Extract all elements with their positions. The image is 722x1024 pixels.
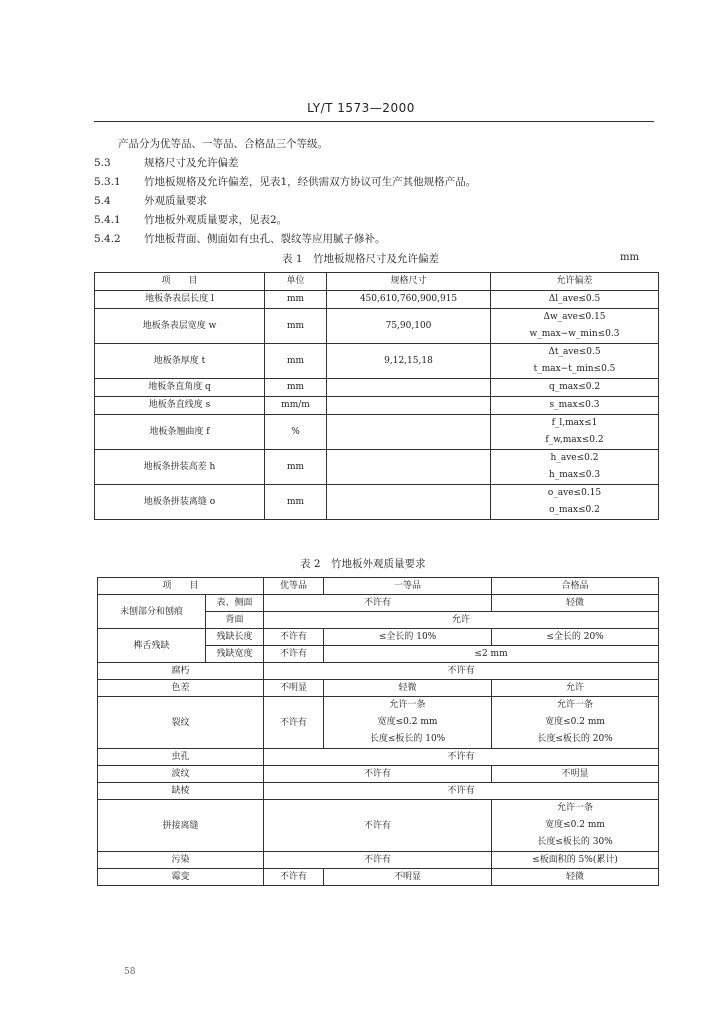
value-cell: 轻微 [492, 595, 659, 612]
spec-cell: 9,12,15,18 [327, 344, 491, 379]
table2 [97, 577, 659, 886]
item-cell: 缺棱 [98, 783, 264, 800]
section-number: 5.4.1 [94, 214, 121, 226]
table-row [98, 629, 659, 646]
value-cell: 不许有 [264, 595, 492, 612]
section-5-3 [94, 155, 239, 170]
tolerance-cell [491, 415, 659, 450]
spec-cell [327, 415, 491, 450]
value-cell [492, 800, 659, 852]
tolerance-line: h_max≤0.3 [548, 470, 601, 480]
header-cell: 优等品 [264, 578, 324, 595]
value-cell: 不许有 [264, 852, 492, 869]
unit-cell: mm [265, 379, 327, 397]
item-cell: 未刨部分和刨痕 [98, 595, 206, 629]
table-row [98, 800, 659, 852]
tolerance-line: o_ave≤0.15 [547, 488, 602, 498]
section-number: 5.4 [94, 195, 111, 207]
value-line: 长度≤板长的 10% [369, 734, 446, 744]
header-cell: 规格尺寸 [327, 273, 491, 291]
spec-cell [327, 450, 491, 485]
table-row [95, 415, 659, 450]
value-cell: 不许有 [264, 697, 324, 749]
item-cell: 腐朽 [98, 663, 264, 680]
item-cell: 地板条厚度 t [95, 344, 265, 379]
table-row [98, 783, 659, 800]
item-cell: 地板条直角度 q [95, 379, 265, 397]
tolerance-line: Δt_ave≤0.5 [548, 347, 601, 357]
value-cell: 轻微 [492, 869, 659, 886]
tolerance-line: t_max−t_min≤0.5 [533, 364, 616, 374]
value-line: 宽度≤0.2 mm [545, 820, 605, 830]
page-number: 58 [124, 967, 136, 977]
standard-number: LY/T 1573—2000 [307, 101, 415, 115]
tolerance-cell: s_max≤0.3 [491, 397, 659, 415]
subitem-cell: 残缺长度 [206, 629, 264, 646]
value-cell: ≤2 mm [324, 646, 659, 663]
value-cell: 不许有 [264, 663, 659, 680]
header-cell: 允许偏差 [491, 273, 659, 291]
tolerance-line: o_max≤0.2 [549, 505, 600, 515]
item-cell: 霉变 [98, 869, 264, 886]
table-row [98, 869, 659, 886]
item-cell: 地板条拼装高差 h [95, 450, 265, 485]
tolerance-line: f_l,max≤1 [551, 418, 598, 428]
tolerance-cell: Δl_ave≤0.5 [491, 291, 659, 309]
subitem-cell: 背面 [206, 612, 264, 629]
value-line: 长度≤板长的 30% [537, 837, 613, 847]
table-header-row [95, 273, 659, 291]
tolerance-cell [491, 344, 659, 379]
item-cell: 波纹 [98, 766, 264, 783]
subitem-cell: 表、侧面 [206, 595, 264, 612]
item-cell: 地板条直线度 s [95, 397, 265, 415]
header-rule [94, 121, 654, 122]
section-5-3-1 [94, 174, 476, 189]
table1-unit: mm [620, 252, 639, 263]
value-cell: 允许 [492, 680, 659, 697]
table-row [98, 749, 659, 766]
table-row [98, 852, 659, 869]
tolerance-line: h_ave≤0.2 [550, 453, 599, 463]
value-line: 允许一条 [389, 700, 426, 710]
item-cell: 污染 [98, 852, 264, 869]
table1-caption: 表 1 竹地板规格尺寸及允许偏差 [282, 253, 440, 265]
table-row [98, 663, 659, 680]
value-cell: 不明显 [264, 680, 324, 697]
table-row [98, 697, 659, 749]
tolerance-line: f_w,max≤0.2 [545, 435, 604, 445]
section-heading: 外观质量要求 [144, 195, 207, 207]
unit-cell: mm [265, 291, 327, 309]
table-row [95, 450, 659, 485]
table-row [95, 291, 659, 309]
table-row [95, 397, 659, 415]
value-line: 允许一条 [557, 803, 594, 813]
section-5-4-2 [94, 231, 386, 246]
paragraph-text: 竹地板外观质量要求，见表2。 [144, 214, 288, 226]
paragraph-text: 竹地板规格及允许偏差，见表1，经供需双方协议可生产其他规格产品。 [144, 176, 477, 188]
table1 [94, 272, 659, 520]
table-header-row [98, 578, 659, 595]
paragraph-text: 竹地板背面、侧面如有虫孔、裂纹等应用腻子修补。 [144, 233, 386, 245]
spec-cell [327, 397, 491, 415]
item-cell: 拼接离缝 [98, 800, 264, 852]
tolerance-cell [491, 450, 659, 485]
subitem-cell: 残缺宽度 [206, 646, 264, 663]
section-number: 5.3.1 [94, 176, 121, 188]
header-cell: 单位 [265, 273, 327, 291]
value-cell [324, 697, 492, 749]
header-cell: 项 目 [95, 273, 265, 291]
value-line: 允许一条 [557, 700, 594, 710]
section-number: 5.4.2 [94, 233, 121, 245]
unit-cell: mm [265, 344, 327, 379]
item-cell: 地板条翘曲度 f [95, 415, 265, 450]
table-row [95, 309, 659, 344]
tolerance-line: Δw_ave≤0.15 [543, 312, 606, 322]
value-cell: ≤全长的 10% [324, 629, 492, 646]
unit-cell: mm [265, 450, 327, 485]
unit-cell: mm [265, 309, 327, 344]
spec-cell [327, 379, 491, 397]
table2-caption: 表 2 竹地板外观质量要求 [300, 558, 426, 570]
section-5-4-1 [94, 212, 287, 227]
paragraph-text: 产品分为优等品、一等品、合格品三个等级。 [118, 138, 328, 150]
section-5-4 [94, 193, 207, 208]
value-line: 宽度≤0.2 mm [545, 717, 605, 727]
value-cell: 不许有 [264, 800, 492, 852]
unit-cell: mm [265, 485, 327, 520]
value-cell: 不明显 [324, 869, 492, 886]
item-cell: 地板条表层长度 l [95, 291, 265, 309]
item-cell: 虫孔 [98, 749, 264, 766]
table-row [95, 344, 659, 379]
table-row [98, 595, 659, 612]
value-cell: 不许有 [264, 629, 324, 646]
table-row [98, 680, 659, 697]
item-cell: 地板条表层宽度 w [95, 309, 265, 344]
tolerance-cell [491, 309, 659, 344]
value-cell: 不许有 [264, 766, 492, 783]
value-cell: 不许有 [264, 869, 324, 886]
tolerance-cell: q_max≤0.2 [491, 379, 659, 397]
value-cell: 轻微 [324, 680, 492, 697]
table-row [98, 766, 659, 783]
value-cell: ≤全长的 20% [492, 629, 659, 646]
unit-cell: % [265, 415, 327, 450]
value-cell: 不许有 [264, 783, 659, 800]
section-heading: 规格尺寸及允许偏差 [144, 157, 239, 169]
spec-cell [327, 485, 491, 520]
value-line: 宽度≤0.2 mm [377, 717, 438, 727]
section-number: 5.3 [94, 157, 111, 169]
value-line: 长度≤板长的 20% [537, 734, 613, 744]
item-cell: 裂纹 [98, 697, 264, 749]
tolerance-line: w_max−w_min≤0.3 [529, 329, 620, 339]
item-cell: 色差 [98, 680, 264, 697]
value-cell: 不明显 [492, 766, 659, 783]
table-row [95, 379, 659, 397]
header-cell: 一等品 [324, 578, 492, 595]
unit-cell: mm/m [265, 397, 327, 415]
item-cell: 地板条拼装离缝 o [95, 485, 265, 520]
paragraph-grades [118, 136, 328, 151]
header-cell: 项 目 [98, 578, 264, 595]
value-cell [492, 697, 659, 749]
value-cell: 不许有 [264, 749, 659, 766]
item-cell: 榫舌残缺 [98, 629, 206, 663]
header-cell: 合格品 [492, 578, 659, 595]
value-cell: 允许 [264, 612, 659, 629]
value-cell: ≤板面积的 5%(累计) [492, 852, 659, 869]
value-cell: 不许有 [264, 646, 324, 663]
tolerance-cell [491, 485, 659, 520]
table-row [95, 485, 659, 520]
spec-cell: 75,90,100 [327, 309, 491, 344]
spec-cell: 450,610,760,900,915 [327, 291, 491, 309]
